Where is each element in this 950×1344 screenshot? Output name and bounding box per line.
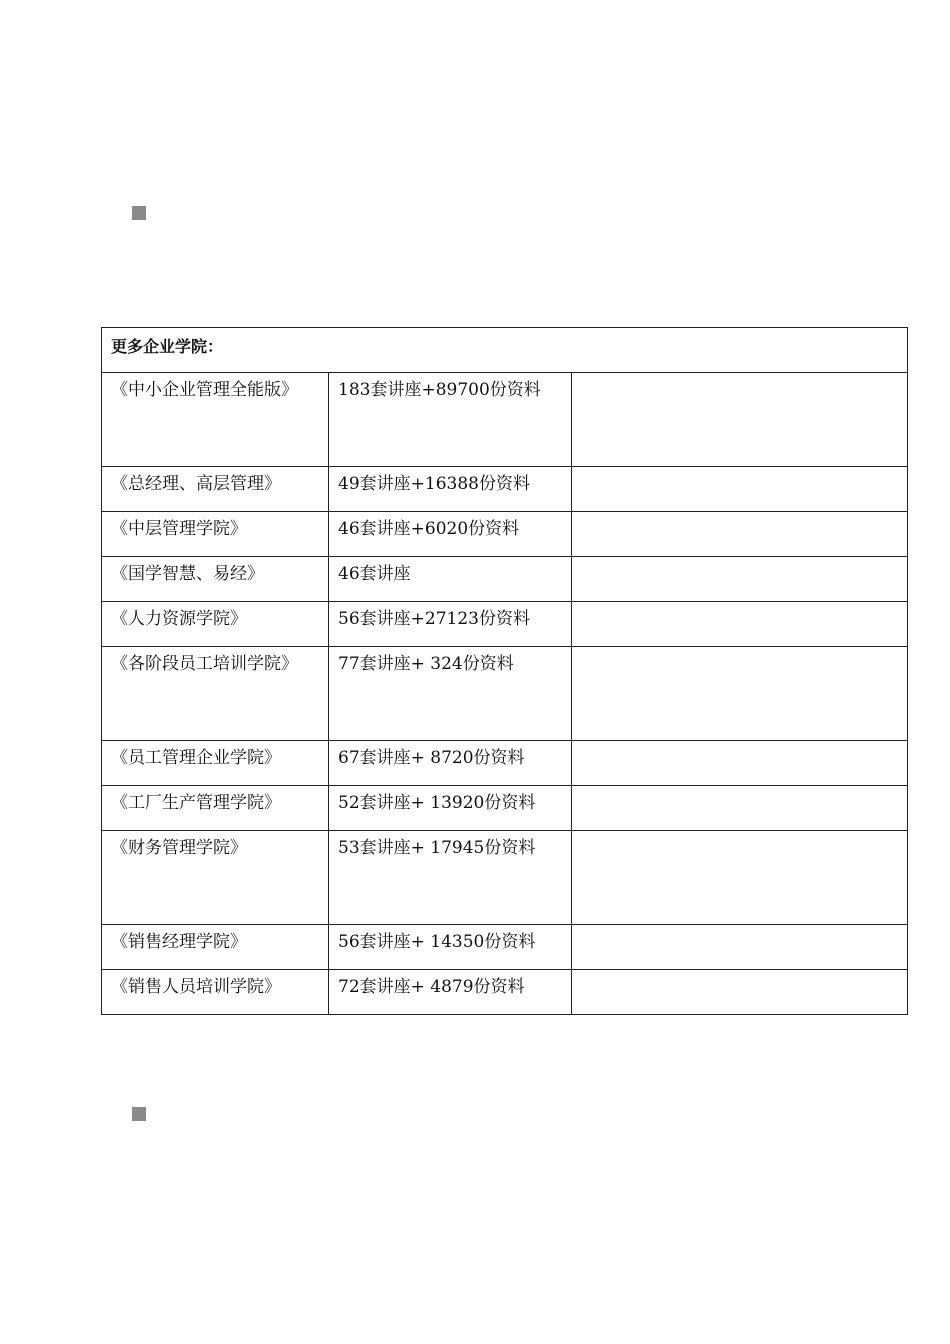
- academy-name-cell: 《销售经理学院》: [102, 925, 329, 970]
- academy-name-cell: 《国学智慧、易经》: [102, 557, 329, 602]
- academy-extra-cell: [572, 557, 908, 602]
- square-bullet-icon: [132, 206, 146, 220]
- academy-detail-cell: 72套讲座+ 4879份资料: [329, 970, 572, 1015]
- academy-extra-cell: [572, 741, 908, 786]
- academy-name-cell: 《工厂生产管理学院》: [102, 786, 329, 831]
- academy-name-cell: 《中小企业管理全能版》: [102, 373, 329, 467]
- academy-name-cell: 《员工管理企业学院》: [102, 741, 329, 786]
- academy-detail-cell: 46套讲座+6020份资料: [329, 512, 572, 557]
- academy-extra-cell: [572, 647, 908, 741]
- table-row: [102, 557, 908, 602]
- academy-name-cell: 《总经理、高层管理》: [102, 467, 329, 512]
- academy-extra-cell: [572, 602, 908, 647]
- table-row: [102, 831, 908, 925]
- academy-extra-cell: [572, 925, 908, 970]
- table-row: [102, 512, 908, 557]
- academy-name-cell: 《各阶段员工培训学院》: [102, 647, 329, 741]
- academy-extra-cell: [572, 831, 908, 925]
- academy-extra-cell: [572, 467, 908, 512]
- academy-detail-cell: 52套讲座+ 13920份资料: [329, 786, 572, 831]
- academy-detail-cell: 56套讲座+ 14350份资料: [329, 925, 572, 970]
- academy-detail-cell: 183套讲座+89700份资料: [329, 373, 572, 467]
- academy-name-cell: 《销售人员培训学院》: [102, 970, 329, 1015]
- table-row: [102, 467, 908, 512]
- academy-table: [101, 327, 908, 1015]
- table-row: [102, 925, 908, 970]
- academy-detail-cell: 77套讲座+ 324份资料: [329, 647, 572, 741]
- academy-name-cell: 《人力资源学院》: [102, 602, 329, 647]
- academy-extra-cell: [572, 373, 908, 467]
- academy-name-cell: 《财务管理学院》: [102, 831, 329, 925]
- table-header: 更多企业学院：: [102, 328, 908, 373]
- table-row: [102, 741, 908, 786]
- academy-name-cell: 《中层管理学院》: [102, 512, 329, 557]
- academy-detail-cell: 53套讲座+ 17945份资料: [329, 831, 572, 925]
- academy-extra-cell: [572, 786, 908, 831]
- academy-detail-cell: 67套讲座+ 8720份资料: [329, 741, 572, 786]
- table-row: [102, 647, 908, 741]
- academy-extra-cell: [572, 512, 908, 557]
- academy-detail-cell: 56套讲座+27123份资料: [329, 602, 572, 647]
- academy-extra-cell: [572, 970, 908, 1015]
- table-row: [102, 373, 908, 467]
- table-row: [102, 970, 908, 1015]
- academy-detail-cell: 46套讲座: [329, 557, 572, 602]
- square-bullet-icon: [132, 1107, 146, 1121]
- academy-detail-cell: 49套讲座+16388份资料: [329, 467, 572, 512]
